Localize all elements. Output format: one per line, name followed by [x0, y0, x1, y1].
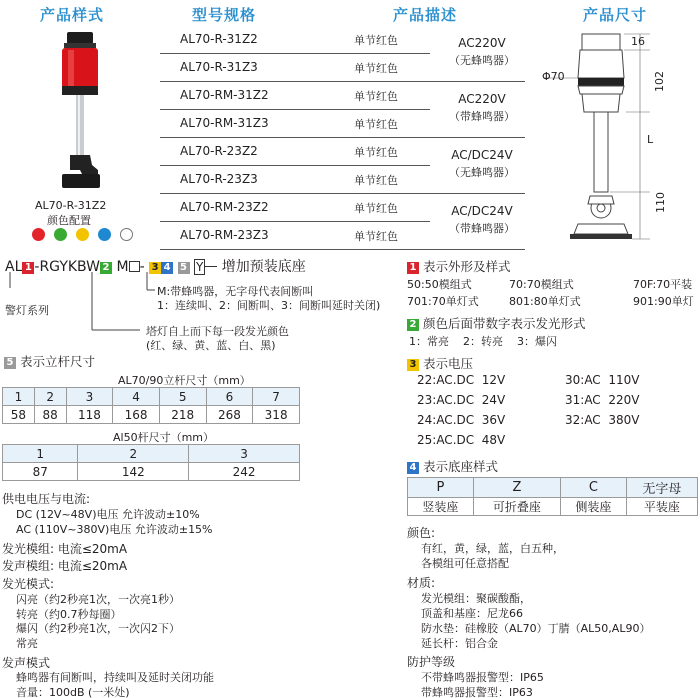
al50-caption: Al50杆尺寸（mm） [113, 431, 215, 444]
supply-dc: DC (12V~48V)电压 允许波动±10% [16, 508, 200, 521]
dim-l: L [647, 133, 654, 146]
voltage-code: 22:AC.DC 12V [417, 373, 506, 387]
protection-2: 带蜂鸣器报警型：IP63 [421, 686, 533, 698]
code-tag-4: 4 [161, 262, 173, 274]
pole-cell: 6 [206, 388, 253, 406]
light-module: 发光模组: 电流≤20mA [2, 542, 128, 556]
color-config-caption: 颜色配置 [47, 214, 91, 227]
pole-cell: C [561, 478, 627, 498]
pole-cell: 无字母 [626, 478, 697, 498]
pole-cell: 142 [78, 463, 189, 481]
code-arrow-line [205, 266, 217, 267]
model-code-text: AL70-R-23Z3 [180, 172, 258, 186]
sound-volume: 音量：100dB (一米处) [16, 686, 130, 698]
al70-pole-table [2, 387, 300, 424]
voltage-code: 32:AC 380V [565, 413, 640, 427]
dim-102: 102 [653, 71, 666, 92]
pole-cell: P [408, 478, 474, 498]
shape-opt-70f: 70F:70平装 [633, 278, 693, 291]
color-swatch [120, 228, 133, 241]
pole-cell: 118 [66, 406, 113, 424]
voltage-value: AC/DC24V [451, 204, 513, 218]
voltage-note: （带蜂鸣器） [449, 110, 515, 123]
base-section-title [407, 457, 498, 475]
material-4: 延长杆：铝合金 [421, 637, 498, 650]
pole-cell: 58 [3, 406, 35, 424]
shape-opt-70: 70:70模组式 [509, 278, 574, 291]
buzzer-note-2: 1：连续叫、2：间断叫、3：间断叫延时关闭) [157, 299, 381, 312]
pole-cell: 竖装座 [408, 498, 474, 516]
row-separator [160, 249, 525, 250]
voltage-code: 24:AC.DC 36V [417, 413, 506, 427]
mode-title: 颜色后面带数字表示发光形式 [422, 316, 586, 331]
pole-cell: 318 [253, 406, 300, 424]
pole-cell: 5 [159, 388, 206, 406]
dim-16: 16 [631, 35, 645, 48]
voltage-value: AC220V [458, 36, 506, 50]
code-tag-2: 2 [100, 262, 112, 274]
dim-phi70: Φ70 [542, 70, 565, 83]
light-mode-flash: 闪亮（约2秒亮1次，一次亮1秒） [16, 593, 180, 606]
pole-cell: 可折叠座 [473, 498, 560, 516]
dimension-drawing [540, 28, 700, 248]
al50-pole-table [2, 444, 300, 481]
shape-opt-50: 50:50模组式 [407, 278, 472, 291]
model-code-text: AL70-R-23Z2 [180, 144, 258, 158]
sound-module: 发声模组: 电流≤20mA [2, 559, 128, 573]
model-code-text: AL70-RM-23Z2 [180, 200, 269, 214]
header-product-dimensions: 产品尺寸 [583, 6, 648, 24]
pole-cell: 2 [78, 445, 189, 463]
pole-cell: 侧装座 [561, 498, 627, 516]
pole-title: 表示立杆尺寸 [19, 354, 95, 369]
model-desc-text: 单节红色 [354, 118, 398, 131]
shape-section-title [407, 257, 511, 275]
row-separator [160, 193, 525, 194]
model-desc-text: 单节红色 [354, 34, 398, 47]
light-mode-steady: 常亮 [16, 637, 38, 650]
color-swatch [32, 228, 45, 241]
voltage-code: 31:AC 220V [565, 393, 640, 407]
shape-title: 表示外形及样式 [422, 259, 511, 274]
header-product-style: 产品样式 [40, 6, 105, 24]
header-model-spec: 型号规格 [192, 6, 257, 24]
pole-cell: 87 [3, 463, 78, 481]
pole-cell: 218 [159, 406, 206, 424]
base-tag: 4 [407, 462, 419, 474]
header-product-desc: 产品描述 [393, 6, 458, 24]
color-swatch [76, 228, 89, 241]
dim-110: 110 [654, 192, 667, 213]
pole-cell: 1 [3, 388, 35, 406]
al70-caption: AL70/90立杆尺寸（mm） [118, 374, 251, 387]
pole-cell: 168 [113, 406, 160, 424]
row-separator [160, 221, 430, 222]
shape-opt-801: 801:80单灯式 [509, 295, 581, 308]
color-swatch [98, 228, 111, 241]
pole-cell: 1 [3, 445, 78, 463]
pole-cell: 242 [189, 463, 300, 481]
pole-cell: Z [473, 478, 560, 498]
voltage-code: 23:AC.DC 24V [417, 393, 506, 407]
material-1: 发光模组：聚碳酸酯， [421, 592, 531, 605]
row-separator [160, 109, 430, 110]
base-title: 表示底座样式 [422, 459, 498, 474]
voltage-code: 25:AC.DC 48V [417, 433, 506, 447]
pole-cell: 88 [34, 406, 66, 424]
row-separator [160, 81, 525, 82]
mode-section-title [407, 314, 586, 332]
color-title: 颜色: [407, 526, 436, 540]
code-y: Y [195, 260, 204, 274]
supply-ac: AC (110V~380V)电压 允许波动±15% [16, 523, 213, 536]
voltage-code: 30:AC 110V [565, 373, 640, 387]
model-desc-text: 单节红色 [354, 202, 398, 215]
model-desc-text: 单节红色 [354, 62, 398, 75]
row-separator [160, 137, 525, 138]
pole-cell: 平装座 [626, 498, 697, 516]
series-label: 警灯系列 [5, 304, 49, 317]
row-separator [160, 53, 430, 54]
color-note-2: (红、绿、黄、蓝、白、黑) [146, 339, 276, 352]
mode-tag: 2 [407, 319, 419, 331]
model-code-text: AL70-RM-23Z3 [180, 228, 269, 242]
pole-cell: 2 [34, 388, 66, 406]
model-code-text: AL70-R-31Z3 [180, 60, 258, 74]
pole-cell: 3 [66, 388, 113, 406]
model-code-text: AL70-RM-31Z3 [180, 116, 269, 130]
shape-opt-901: 901:90单灯 [633, 295, 694, 308]
voltage-value: AC220V [458, 92, 506, 106]
code-prefix: AL [5, 259, 23, 275]
mode-options: 1：常亮 2：转亮 3：爆闪 [409, 335, 557, 348]
light-mode-burst: 爆闪（约2秒亮1次，一次闪2下） [16, 622, 180, 635]
model-desc-text: 单节红色 [354, 90, 398, 103]
material-3: 防水垫：硅橡胶（AL70）丁腈（AL50,AL90） [421, 622, 651, 635]
code-colors: -RGYKBW [34, 259, 101, 275]
code-dash: - [139, 259, 145, 275]
row-separator [160, 165, 430, 166]
voltage-note: （带蜂鸣器） [449, 222, 515, 235]
model-code-text: AL70-R-31Z2 [180, 32, 258, 46]
material-title: 材质: [407, 576, 436, 590]
code-tag-5: 5 [178, 262, 190, 274]
color-note-1: 塔灯自上而下每一段发光颜色 [146, 325, 289, 338]
voltage-tag: 3 [407, 359, 419, 371]
color-line-2: 各模组可任意搭配 [421, 557, 509, 570]
model-desc-text: 单节红色 [354, 146, 398, 159]
protection-1: 不带蜂鸣器报警型：IP65 [421, 671, 544, 684]
buzzer-note-1: M:带蜂鸣器，无字母代表间断叫 [157, 285, 314, 298]
sound-mode-desc: 蜂鸣器有间断叫，持续叫及延时关闭功能 [16, 671, 214, 684]
model-desc-text: 单节红色 [354, 230, 398, 243]
voltage-note: （无蜂鸣器） [449, 54, 515, 67]
shape-opt-701: 701:70单灯式 [407, 295, 479, 308]
shape-tag: 1 [407, 262, 419, 274]
light-mode-rotate: 转亮（约0.7秒每圈） [16, 608, 122, 621]
color-swatch [54, 228, 67, 241]
pole-cell: 3 [189, 445, 300, 463]
model-desc-text: 单节红色 [354, 174, 398, 187]
supply-title: 供电电压与电流: [2, 492, 91, 506]
voltage-title: 表示电压 [422, 356, 473, 371]
pole-cell: 4 [113, 388, 160, 406]
code-tail: 增加预装底座 [221, 259, 306, 275]
code-tag-1: 1 [22, 262, 34, 274]
voltage-note: （无蜂鸣器） [449, 166, 515, 179]
model-code-text: AL70-RM-31Z2 [180, 88, 269, 102]
sound-mode-title: 发声模式 [2, 656, 51, 670]
tower-light-image [40, 28, 120, 198]
pole-tag: 5 [4, 357, 16, 369]
pole-cell: 268 [206, 406, 253, 424]
product-image-caption: AL70-R-31Z2 [35, 199, 107, 212]
color-line-1: 有红，黄，绿，蓝，白五种， [421, 542, 564, 555]
code-m: M [116, 259, 129, 275]
base-style-table [407, 477, 698, 516]
material-2: 顶盖和基座：尼龙66 [421, 607, 523, 620]
voltage-section-title [407, 354, 473, 372]
protection-title: 防护等级 [407, 655, 456, 669]
pole-cell: 7 [253, 388, 300, 406]
light-mode-title: 发光模式: [2, 577, 55, 591]
pole-section-title [4, 352, 95, 370]
voltage-value: AC/DC24V [451, 148, 513, 162]
code-tag-3: 3 [149, 262, 161, 274]
